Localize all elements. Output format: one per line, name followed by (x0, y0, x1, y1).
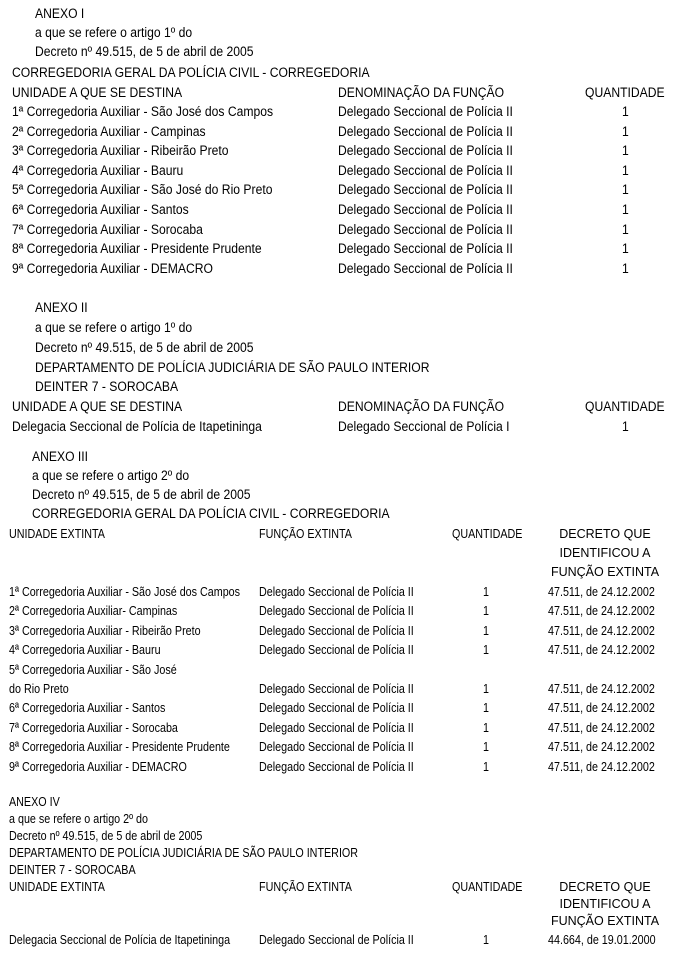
annex1-org: CORREGEDORIA GERAL DA POLÍCIA CIVIL - CORREGEDORIA (12, 65, 370, 80)
annex3-row-unit: 2ª Corregedoria Auxiliar- Campinas (9, 604, 178, 619)
annex3-row-function: Delegado Seccional de Polícia II (259, 759, 414, 774)
annex3-row-function: Delegado Seccional de Polícia II (259, 623, 414, 638)
annex3-row-qty: 1 (483, 585, 489, 599)
annex3-row-decree: 47.511, de 24.12.2002 (548, 623, 655, 638)
annex1-row-unit: 4ª Corregedoria Auxiliar - Bauru (12, 162, 184, 178)
annex3-row-qty: 1 (483, 720, 489, 735)
annex3-title: ANEXO III (32, 449, 89, 464)
annex2-header-qty: QUANTIDADE (585, 399, 665, 414)
annex1-row-unit: 2ª Corregedoria Auxiliar - Campinas (12, 123, 206, 139)
annex3-row-unit: 8ª Corregedoria Auxiliar - Presidente Prudente (9, 740, 230, 755)
annex3-row-unit: 3ª Corregedoria Auxiliar - Ribeirão Preto (9, 623, 201, 638)
annex1-row-qty: 1 (622, 221, 629, 237)
annex3-row-function: Delegado Seccional de Polícia II (259, 604, 414, 619)
annex1-row-unit: 1ª Corregedoria Auxiliar - São José dos Campos (12, 104, 274, 119)
annex4-row-decree: 44.664, de 19.01.2000 (548, 933, 656, 947)
annex1-row-qty: 1 (622, 104, 629, 119)
annex1-row-unit: 7ª Corregedoria Auxiliar - Sorocaba (12, 221, 203, 237)
annex1-ref: a que se refere o artigo 1º do (35, 25, 193, 40)
annex2-row-unit: Delegacia Seccional de Polícia de Itapetininga (12, 419, 262, 434)
annex3-row-qty: 1 (483, 604, 489, 619)
annex3-header-function: FUNÇÃO EXTINTA (259, 527, 352, 541)
annex1-row-function: Delegado Seccional de Polícia II (338, 162, 513, 178)
annex4-org: DEPARTAMENTO DE POLÍCIA JUDICIÁRIA DE SÃO PAULO INTERIOR (9, 846, 359, 860)
annex3-row-decree: 47.511, de 24.12.2002 (548, 740, 655, 755)
annex1-row-function: Delegado Seccional de Polícia II (338, 241, 513, 257)
annex1-row-function: Delegado Seccional de Polícia II (338, 123, 513, 139)
annex3-row-unit: 1ª Corregedoria Auxiliar - São José dos Campos (9, 585, 241, 599)
annex1-title: ANEXO I (35, 6, 85, 21)
annex1-row-qty: 1 (622, 162, 629, 178)
annex3-row-function: Delegado Seccional de Polícia II (259, 740, 414, 755)
annex4-decree: Decreto nº 49.515, de 5 de abril de 2005 (9, 829, 203, 843)
annex3-row-unit: 7ª Corregedoria Auxiliar - Sorocaba (9, 720, 178, 735)
annex1-header-function: DENOMINAÇÃO DA FUNÇÃO (338, 85, 505, 100)
annex4-row-qty: 1 (483, 933, 489, 947)
annex1-row-function: Delegado Seccional de Polícia II (338, 143, 513, 159)
annex3-row-qty: 1 (483, 759, 489, 774)
annex3-header-decree-3: FUNÇÃO EXTINTA (550, 565, 660, 579)
annex3-header-unit: UNIDADE EXTINTA (9, 527, 105, 541)
annex3-row-unit: 9ª Corregedoria Auxiliar - DEMACRO (9, 759, 187, 774)
annex3-decree: Decreto nº 49.515, de 5 de abril de 2005 (32, 487, 251, 502)
annex4-row-unit: Delegacia Seccional de Polícia de Itapetininga (9, 933, 231, 947)
annex2-header-function: DENOMINAÇÃO DA FUNÇÃO (338, 399, 505, 414)
annex1-row-unit: 9ª Corregedoria Auxiliar - DEMACRO (12, 260, 213, 276)
annex3-row-qty: 1 (483, 740, 489, 755)
annex1-row-unit: 3ª Corregedoria Auxiliar - Ribeirão Preto (12, 143, 229, 159)
annex3-row-decree: 47.511, de 24.12.2002 (548, 643, 655, 658)
annex3-row-qty: 1 (483, 682, 489, 696)
annex3-row-unit: 4ª Corregedoria Auxiliar - Bauru (9, 643, 161, 658)
annex2-header-unit: UNIDADE A QUE SE DESTINA (12, 399, 183, 414)
annex2-ref: a que se refere o artigo 1º do (35, 320, 193, 335)
annex3-row-unit: 6ª Corregedoria Auxiliar - Santos (9, 701, 166, 716)
annex3-row-function: Delegado Seccional de Polícia II (259, 720, 414, 735)
annex1-row-unit: 6ª Corregedoria Auxiliar - Santos (12, 202, 189, 217)
annex3-org: CORREGEDORIA GERAL DA POLÍCIA CIVIL - CORREGEDORIA (32, 506, 390, 521)
annex1-row-unit: 5ª Corregedoria Auxiliar - São José do Rio Preto (12, 182, 273, 198)
annex2-row-function: Delegado Seccional de Polícia I (338, 419, 510, 434)
annex3-row-function: Delegado Seccional de Polícia II (259, 701, 414, 716)
annex3-row-qty: 1 (483, 643, 489, 658)
annex1-row-qty: 1 (622, 202, 629, 217)
annex4-title: ANEXO IV (9, 795, 60, 809)
annex3-header-decree-2: IDENTIFICOU A (559, 546, 651, 560)
annex4-header-function: FUNÇÃO EXTINTA (259, 880, 352, 894)
annex1-row-qty: 1 (622, 123, 629, 139)
annex4-sub: DEINTER 7 - SOROCABA (9, 863, 136, 877)
annex3-row-decree: 47.511, de 24.12.2002 (548, 701, 655, 716)
annex2-row-qty: 1 (622, 419, 629, 434)
annex4-header-qty: QUANTIDADE (452, 880, 523, 894)
annex3-ref: a que se refere o artigo 2º do (32, 468, 190, 483)
annex4-header-decree-2: IDENTIFICOU A (559, 897, 651, 911)
annex3-row-decree: 47.511, de 24.12.2002 (548, 720, 655, 735)
annex3-row-qty: 1 (483, 623, 489, 638)
annex1-row-function: Delegado Seccional de Polícia II (338, 104, 513, 119)
annex1-row-qty: 1 (622, 241, 629, 257)
annex3-row-function: Delegado Seccional de Polícia II (259, 643, 414, 658)
annex4-header-decree-3: FUNÇÃO EXTINTA (550, 914, 660, 928)
annex2-org: DEPARTAMENTO DE POLÍCIA JUDICIÁRIA DE SÃO PAULO INTERIOR (35, 360, 430, 375)
annex3-row-unit: do Rio Preto (9, 682, 69, 696)
annex1-header-qty: QUANTIDADE (585, 85, 665, 100)
annex3-row-decree: 47.511, de 24.12.2002 (548, 682, 655, 696)
annex1-row-function: Delegado Seccional de Polícia II (338, 202, 513, 217)
annex3-row-decree: 47.511, de 24.12.2002 (548, 585, 655, 599)
annex3-header-qty: QUANTIDADE (452, 527, 523, 541)
annex3-row-qty: 1 (483, 701, 489, 716)
annex3-row-unit: 5ª Corregedoria Auxiliar - São José (9, 662, 177, 677)
annex1-row-unit: 8ª Corregedoria Auxiliar - Presidente Prudente (12, 241, 262, 257)
annex4-row-function: Delegado Seccional de Polícia II (259, 933, 414, 947)
annex1-row-function: Delegado Seccional de Polícia II (338, 182, 513, 198)
annex4-header-decree-1: DECRETO QUE (559, 880, 651, 894)
annex1-row-qty: 1 (622, 260, 629, 276)
annex3-row-decree: 47.511, de 24.12.2002 (548, 604, 655, 619)
annex3-row-decree: 47.511, de 24.12.2002 (548, 759, 655, 774)
annex4-ref: a que se refere o artigo 2º do (9, 812, 148, 826)
annex1-decree: Decreto nº 49.515, de 5 de abril de 2005 (35, 44, 254, 59)
annex3-row-function: Delegado Seccional de Polícia II (259, 585, 414, 599)
annex2-title: ANEXO II (35, 300, 88, 315)
annex2-decree: Decreto nº 49.515, de 5 de abril de 2005 (35, 340, 254, 355)
annex1-row-function: Delegado Seccional de Polícia II (338, 260, 513, 276)
annex3-row-function: Delegado Seccional de Polícia II (259, 682, 414, 696)
annex3-header-decree-1: DECRETO QUE (559, 527, 651, 541)
annex1-row-qty: 1 (622, 143, 629, 159)
annex1-header-unit: UNIDADE A QUE SE DESTINA (12, 85, 183, 100)
annex1-row-function: Delegado Seccional de Polícia II (338, 221, 513, 237)
annex4-header-unit: UNIDADE EXTINTA (9, 880, 105, 894)
annex1-row-qty: 1 (622, 182, 629, 198)
annex2-sub: DEINTER 7 - SOROCABA (35, 379, 179, 394)
